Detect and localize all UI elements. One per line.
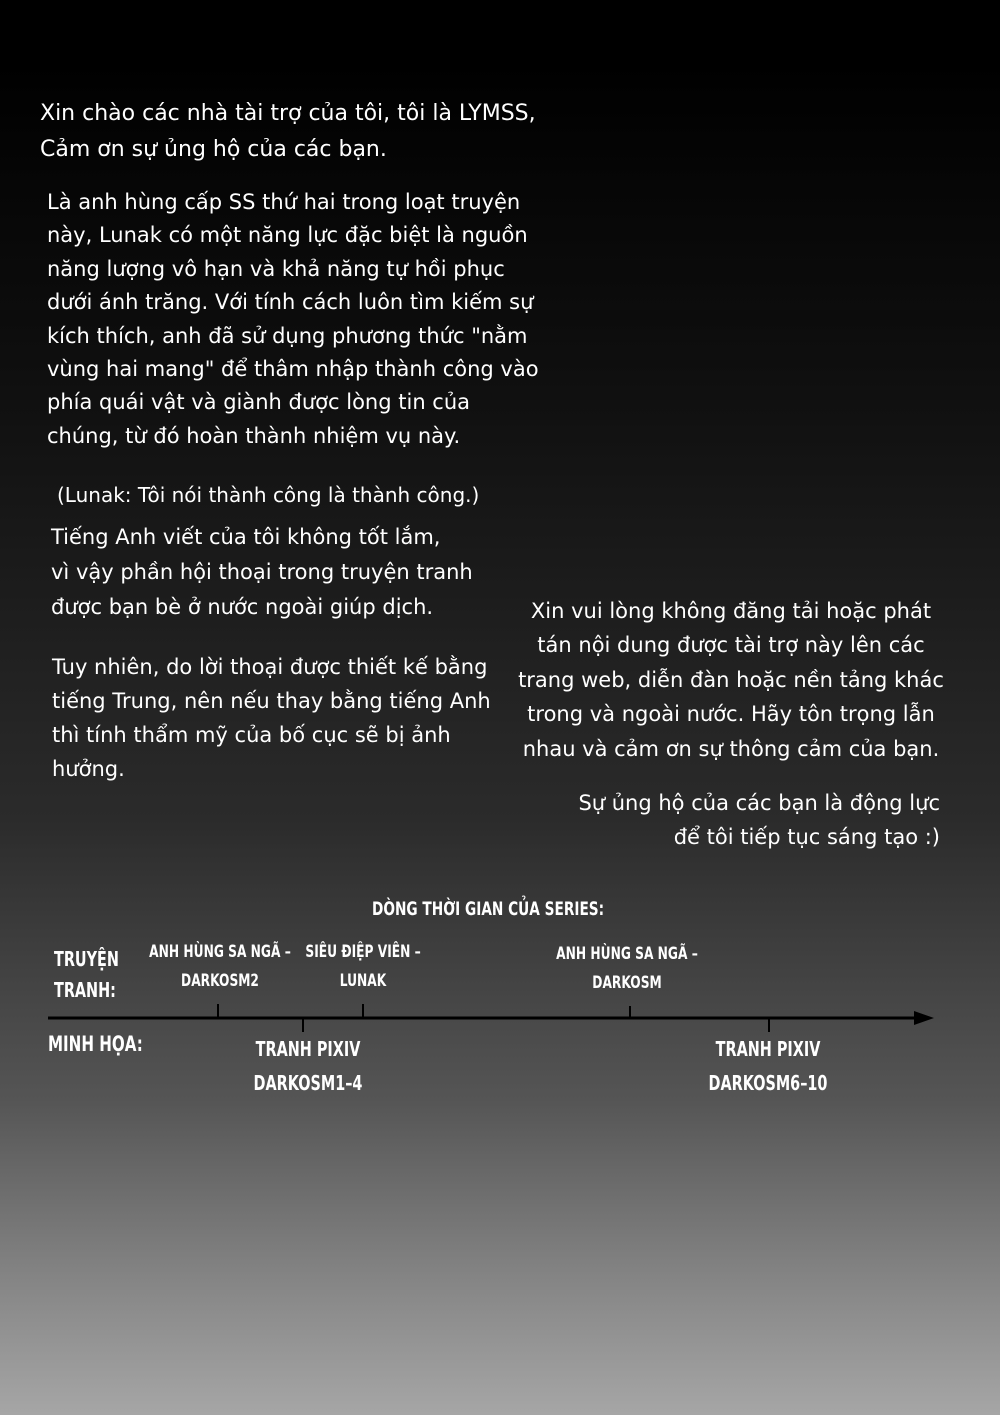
quote-line: (Lunak: Tôi nói thành công là thành công.) <box>57 483 480 507</box>
comic-label-line: TRANH: <box>54 978 116 1002</box>
description-line: vùng hai mang" để thâm nhập thành công vào <box>47 357 539 382</box>
comic-label-line: TRUYỆN <box>54 947 119 971</box>
event-line: DARKOSM <box>592 973 662 993</box>
support-note-line: để tôi tiếp tục sáng tạo :) <box>673 825 940 849</box>
chinese-note-line: hưởng. <box>52 757 125 781</box>
description-line: kích thích, anh đã sử dụng phương thức "nằm <box>47 323 528 348</box>
event-line: LUNAK <box>339 971 387 991</box>
description-line: phía quái vật và giành được lòng tin của <box>47 390 471 415</box>
request-note-line: tán nội dung được tài trợ này lên các <box>537 633 925 658</box>
description-line: dưới ánh trăng. Với tính cách luôn tìm kiếm sự <box>47 290 534 315</box>
chinese-note-line: tiếng Trung, nên nếu thay bằng tiếng Anh <box>52 689 491 713</box>
description-line: năng lượng vô hạn và khả năng tự hồi phục <box>47 256 505 281</box>
request-note-line: Xin vui lòng không đăng tải hoặc phát <box>530 599 932 623</box>
greeting-line: Xin chào các nhà tài trợ của tôi, tôi là LYMSS, <box>40 101 536 126</box>
description-line: này, Lunak có một năng lực đặc biệt là nguồn <box>47 223 528 248</box>
event-line: ANH HÙNG SA NGÃ – <box>149 942 291 962</box>
english-note-line: Tiếng Anh viết của tôi không tốt lắm, <box>51 525 441 549</box>
timeline-arrow-head <box>914 1011 934 1025</box>
event-line: TRANH PIXIV <box>715 1037 821 1061</box>
event-line: DARKOSM1–4 <box>253 1071 363 1095</box>
chinese-note-line: thì tính thẩm mỹ của bố cục sẽ bị ảnh <box>52 723 451 747</box>
timeline-title-text: DÒNG THỜI GIAN CỦA SERIES: <box>372 898 605 920</box>
greeting-line: Cảm ơn sự ủng hộ của các bạn. <box>40 137 387 162</box>
description-line: Là anh hùng cấp SS thứ hai trong loạt truyện <box>47 190 521 214</box>
illustration-label-text: MINH HỌA: <box>48 1032 143 1056</box>
request-note-line: trong và ngoài nước. Hãy tôn trọng lẫn <box>527 702 935 727</box>
event-line: ANH HÙNG SA NGÃ – <box>556 944 698 964</box>
event-line: SIÊU ĐIỆP VIÊN – <box>305 942 421 962</box>
english-note-line: vì vậy phần hội thoại trong truyện tranh <box>51 560 473 584</box>
support-note-line: Sự ủng hộ của các bạn là động lực <box>578 791 940 815</box>
event-line: DARKOSM6–10 <box>708 1071 828 1095</box>
description-line: chúng, từ đó hoàn thành nhiệm vụ này. <box>47 423 461 448</box>
request-note-line: trang web, diễn đàn hoặc nền tảng khác <box>518 667 944 692</box>
chinese-note-line: Tuy nhiên, do lời thoại được thiết kế bằng <box>52 655 488 679</box>
english-note-line: được bạn bè ở nước ngoài giúp dịch. <box>51 595 434 619</box>
request-note-line: nhau và cảm ơn sự thông cảm của bạn. <box>522 736 940 761</box>
event-line: TRANH PIXIV <box>255 1037 361 1061</box>
event-line: DARKOSM2 <box>181 971 259 991</box>
